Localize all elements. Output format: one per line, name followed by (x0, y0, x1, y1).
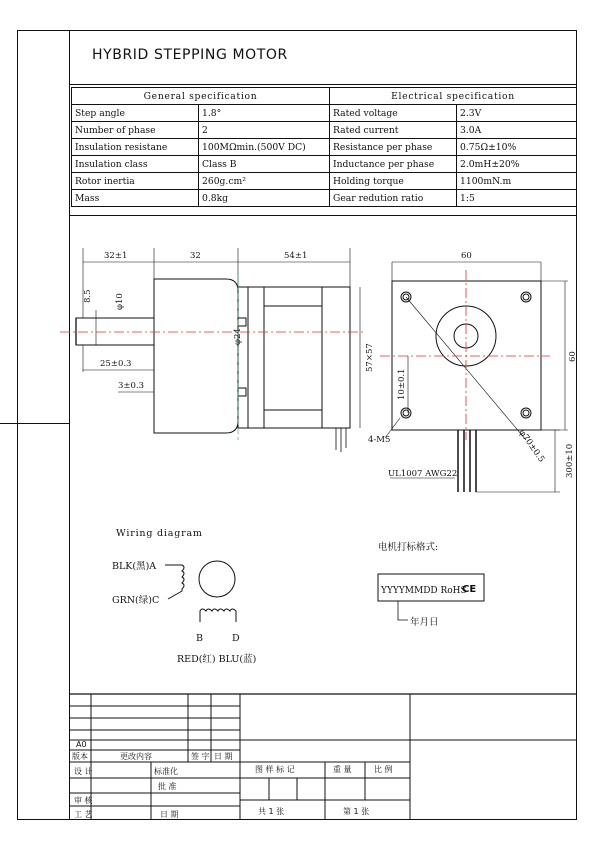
marking-label: YYYYMMDD RoHS (381, 586, 467, 596)
dim-label: 25±0.3 (100, 359, 132, 369)
spec-label: Gear redution ratio (330, 190, 457, 207)
dim-label: 8.5 (83, 289, 93, 303)
spec-label: Rated voltage (330, 105, 457, 122)
spec-label: Insulation class (72, 156, 199, 173)
tb-weight: 重 量 (333, 765, 352, 774)
spec-label: Rated current (330, 122, 457, 139)
dim-label: 10±0.1 (397, 368, 407, 400)
tb-craft: 工 艺 (74, 810, 93, 819)
tb-design: 设 计 (74, 767, 93, 776)
tb-scale: 比 例 (374, 765, 393, 774)
dim-label: 3±0.3 (118, 381, 145, 391)
dim-label: 60 (461, 251, 472, 261)
spec-value: 1:5 (457, 190, 577, 207)
marking-note: 年月日 (410, 617, 439, 628)
wire-grn-label: GRN(绿)C (112, 595, 160, 606)
dim-label: 32±1 (104, 251, 128, 261)
tb-sheet-no: 第 1 张 (343, 807, 370, 816)
spec-label: Resistance per phase (330, 139, 457, 156)
wiring-title: Wiring diagram (116, 528, 203, 539)
wire-d-label: D (232, 633, 240, 644)
spec-value: 0.8kg (199, 190, 330, 207)
tb-date2: 日 期 (160, 810, 179, 819)
dim-label: 300±10 (565, 443, 575, 478)
ce-mark: CE (462, 584, 477, 595)
spec-value: 2 (199, 122, 330, 139)
spec-value: 260g.cm² (199, 173, 330, 190)
spec-value: 3.0A (457, 122, 577, 139)
dim-label: 32 (190, 251, 201, 261)
spec-label: Step angle (72, 105, 199, 122)
spec-label: Insulation resistane (72, 139, 199, 156)
spec-value: 2.0mH±20% (457, 156, 577, 173)
tb-approve: 批 准 (158, 782, 177, 791)
tb-version: 版本 (72, 752, 88, 761)
tb-standard: 标准化 (154, 767, 178, 776)
marking-title: 电机打标格式: (378, 542, 439, 553)
spec-value: 1100mN.m (457, 173, 577, 190)
spec-value: 100MΩmin.(500V DC) (199, 139, 330, 156)
wire-blk-label: BLK(黑)A (112, 561, 157, 572)
wire-spec-label: UL1007 AWG22 (388, 469, 458, 479)
dim-label: φ70±0.5 (516, 427, 547, 465)
dim-label: 57×57 (365, 343, 375, 372)
tb-a0: A0 (76, 740, 87, 749)
spec-value: Class B (199, 156, 330, 173)
tb-change: 更改内容 (120, 752, 152, 761)
dim-label: 4-M5 (368, 435, 391, 445)
general-spec-header: General specification (72, 88, 330, 105)
dim-label: 54±1 (284, 251, 308, 261)
dim-label: 60 (568, 351, 578, 362)
spec-label: Holding torque (330, 173, 457, 190)
dim-label: φ24 (233, 328, 243, 345)
tb-total-sheets: 共 1 张 (258, 807, 285, 816)
spec-value: 2.3V (457, 105, 577, 122)
tb-date: 日 期 (214, 752, 233, 761)
wire-red-blu-label: RED(红) BLU(蓝) (177, 654, 257, 665)
wire-b-label: B (196, 633, 203, 644)
tb-drawing-mark: 图 样 标 记 (255, 765, 295, 774)
spec-value: 1.8° (199, 105, 330, 122)
tb-sign: 签 字 (191, 752, 210, 761)
spec-value: 0.75Ω±10% (457, 139, 577, 156)
spec-label: Number of phase (72, 122, 199, 139)
spec-label: Mass (72, 190, 199, 207)
spec-label: Inductance per phase (330, 156, 457, 173)
dim-label: φ10 (115, 293, 125, 310)
electrical-spec-header: Electrical specification (330, 88, 577, 105)
tb-review: 审 核 (74, 796, 93, 805)
page-title: HYBRID STEPPING MOTOR (92, 47, 288, 63)
spec-label: Rotor inertia (72, 173, 199, 190)
